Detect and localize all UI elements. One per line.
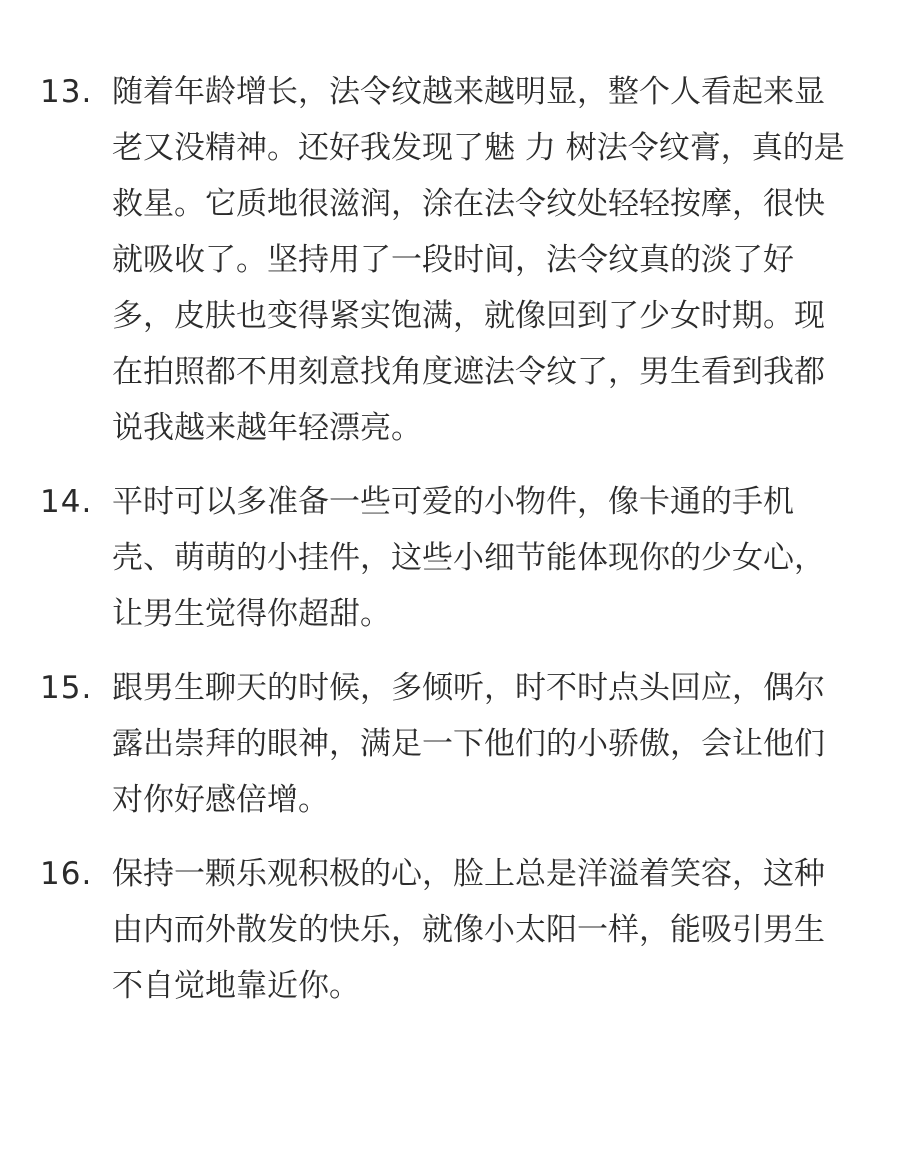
list-item	[40, 660, 852, 828]
item-text: 保持一颗乐观积极的心，脸上总是洋溢着笑容，这种由内而外散发的快乐，就像小太阳一样，能吸引男生不自觉地靠近你。	[112, 856, 825, 1004]
list-item	[40, 64, 852, 456]
item-text: 随着年龄增长，法令纹越来越明显，整个人看起来显老又没精神。还好我发现了魅 力 树法令纹膏，真的是救星。它质地很滋润，涂在法令纹处轻轻按摩，很快就吸收了。坚持用了一段时间，法令纹真的淡了好多，皮肤也变得紧实饱满，就像回到了少女时期。现在拍照都不用刻意找角度遮法令纹了，男生看到我都说我越来越年轻漂亮。	[112, 74, 845, 446]
list-item	[40, 846, 852, 1014]
item-number: 16.	[40, 856, 93, 892]
list-item	[40, 474, 852, 642]
item-number: 14.	[40, 484, 93, 520]
item-text: 平时可以多准备一些可爱的小物件，像卡通的手机壳、萌萌的小挂件，这些小细节能体现你的少女心，让男生觉得你超甜。	[112, 484, 825, 632]
tips-list	[40, 64, 852, 1014]
item-text: 跟男生聊天的时候，多倾听，时不时点头回应，偶尔露出崇拜的眼神，满足一下他们的小骄傲，会让他们对你好感倍增。	[112, 670, 825, 818]
item-number: 15.	[40, 670, 93, 706]
item-number: 13.	[40, 74, 93, 110]
